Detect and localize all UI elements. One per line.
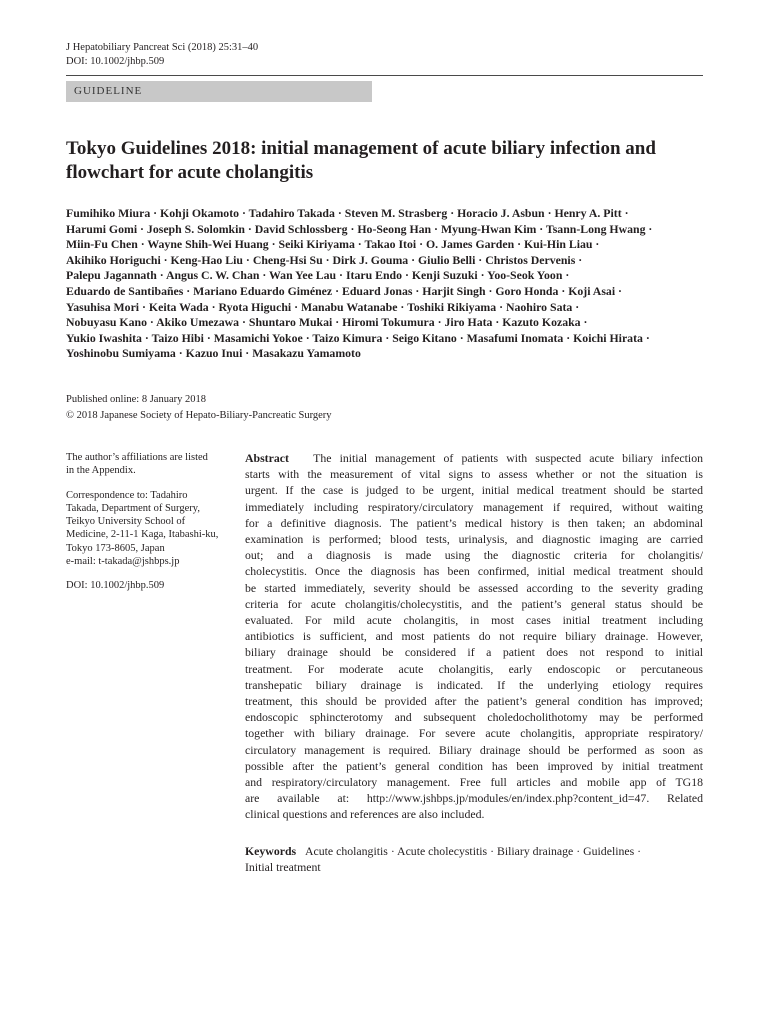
copyright-notice: © 2018 Japanese Society of Hepato-Biliary-Pancreatic Surgery xyxy=(66,410,332,421)
author-line: Nobuyasu Kano · Akiko Umezawa · Shuntaro Mukai · Hiromi Tokumura · Jiro Hata · Kazuto Kozaka · xyxy=(66,315,588,330)
author-line: Eduardo de Santibañes · Mariano Eduardo Giménez · Eduard Jonas · Harjit Singh · Goro Honda · Koji Asai · xyxy=(66,283,622,298)
author-line: Akihiko Horiguchi · Keng-Hao Liu · Cheng-Hsi Su · Dirk J. Gouma · Giulio Belli · Christos Dervenis · xyxy=(66,252,583,267)
header-rule xyxy=(66,75,703,76)
article-title: Tokyo Guidelines 2018: initial management of acute biliary infection and flowchart for acute cholangitis xyxy=(66,138,656,183)
author-line: Harumi Gomi · Joseph S. Solomkin · David Schlossberg · Ho-Seong Han · Myung-Hwan Kim · Tsann-Long Hwang · xyxy=(66,221,653,236)
correspondence-note: Correspondence to: Tadahiro Takada, Department of Surgery, Teikyo University School of Medicine, 2-11-1 Kaga, Itabashi-ku, Tokyo 173-8605, Japan e-mail: t-takada@jshbps.jp xyxy=(66,489,236,569)
keywords-list: Acute cholangitis · Acute cholecystitis · Biliary drainage · Guidelines · xyxy=(304,844,642,858)
keywords-heading: Keywords xyxy=(245,844,297,858)
sidebar-doi: DOI: 10.1002/jhbp.509 xyxy=(66,580,165,592)
author-line: Yukio Iwashita · Taizo Hibi · Masamichi Yokoe · Taizo Kimura · Seigo Kitano · Masafumi Inomata · Koichi Hirata · xyxy=(66,330,650,345)
author-line: Yasuhisa Mori · Keita Wada · Ryota Higuchi · Manabu Watanabe · Toshiki Rikiyama · Naohiro Sata · xyxy=(66,299,580,314)
author-line: Fumihiko Miura · Kohji Okamoto · Tadahiro Takada · Steven M. Strasberg · Horacio J. Asbun · Henry A. Pitt · xyxy=(66,206,629,220)
abstract: Abstract The initial management of patients with suspected acute biliary infection starts with the measurement of vital signs to assess whether or not the situation is urgent. If the case is judged to be urgent, initial medical treatment should be started immediately including respiratory/circulatory management if required, without waiting for a definitive diagnosis. The patient’s medical history is then taken; an abdominal examination is performed; blood tests, urinalysis, and diagnostic imaging are carried out; and a diagnosis is made using the diagnostic criteria for cholangitis/ cholecystitis. Once the diagnosis has been confirmed, initial medical treatment should be started immediately, severity should be assessed according to the severity grading criteria for acute cholangitis/cholecystitis, and the patient’s general status should be evaluated. For mild acute cholangitis, in most cases initial treatment including antibiotics is sufficient, and most patients do not require biliary drainage. However, biliary drainage should be considered if a patient does not respond to initial treatment. For moderate acute cholangitis, early endoscopic or percutaneous transhepatic biliary drainage is indicated. If the underlying etiology requires treatment, this should be provided after the patient’s general condition has improved; endoscopic sphincterotomy and subsequent choledocholithotomy may be performed together with biliary drainage. For severe acute cholangitis, appropriate respiratory/ circulatory management is required. Biliary drainage should be performed as soon as possible after the patient’s general condition has been improved by initial treatment and respiratory/circulatory management. Free full articles and mobile app of TG18 are available at: http://www.jshbps.jp/modules/en/index.php?content_id=47. Related clinical questions and references are also included. xyxy=(245,451,703,822)
journal-citation: J Hepatobiliary Pancreat Sci (2018) 25:31–40 xyxy=(66,42,259,53)
published-date: Published online: 8 January 2018 xyxy=(66,394,206,405)
sidebar-notes xyxy=(66,451,236,604)
author-line: Palepu Jagannath · Angus C. W. Chan · Wan Yee Lau · Itaru Endo · Kenji Suzuki · Yoo-Seok Yoon · xyxy=(66,268,570,283)
author-line: Miin-Fu Chen · Wayne Shih-Wei Huang · Seiki Kiriyama · Takao Itoi · O. James Garden · Kui-Hin Liau · xyxy=(66,237,600,252)
author-list xyxy=(66,206,706,362)
article-type-banner: GUIDELINE xyxy=(66,81,372,102)
abstract-heading: Abstract xyxy=(245,451,289,465)
keywords xyxy=(245,843,703,875)
journal-doi: DOI: 10.1002/jhbp.509 xyxy=(66,56,165,67)
correspondence-email[interactable]: e-mail: t-takada@jshbps.jp xyxy=(66,556,180,568)
affiliations-note: The author’s affiliations are listed in the Appendix. xyxy=(66,452,208,477)
publication-info xyxy=(66,392,332,424)
keywords-list-cont: Initial treatment xyxy=(245,860,321,875)
author-line: Yoshinobu Sumiyama · Kazuo Inui · Masakazu Yamamoto xyxy=(66,346,361,361)
